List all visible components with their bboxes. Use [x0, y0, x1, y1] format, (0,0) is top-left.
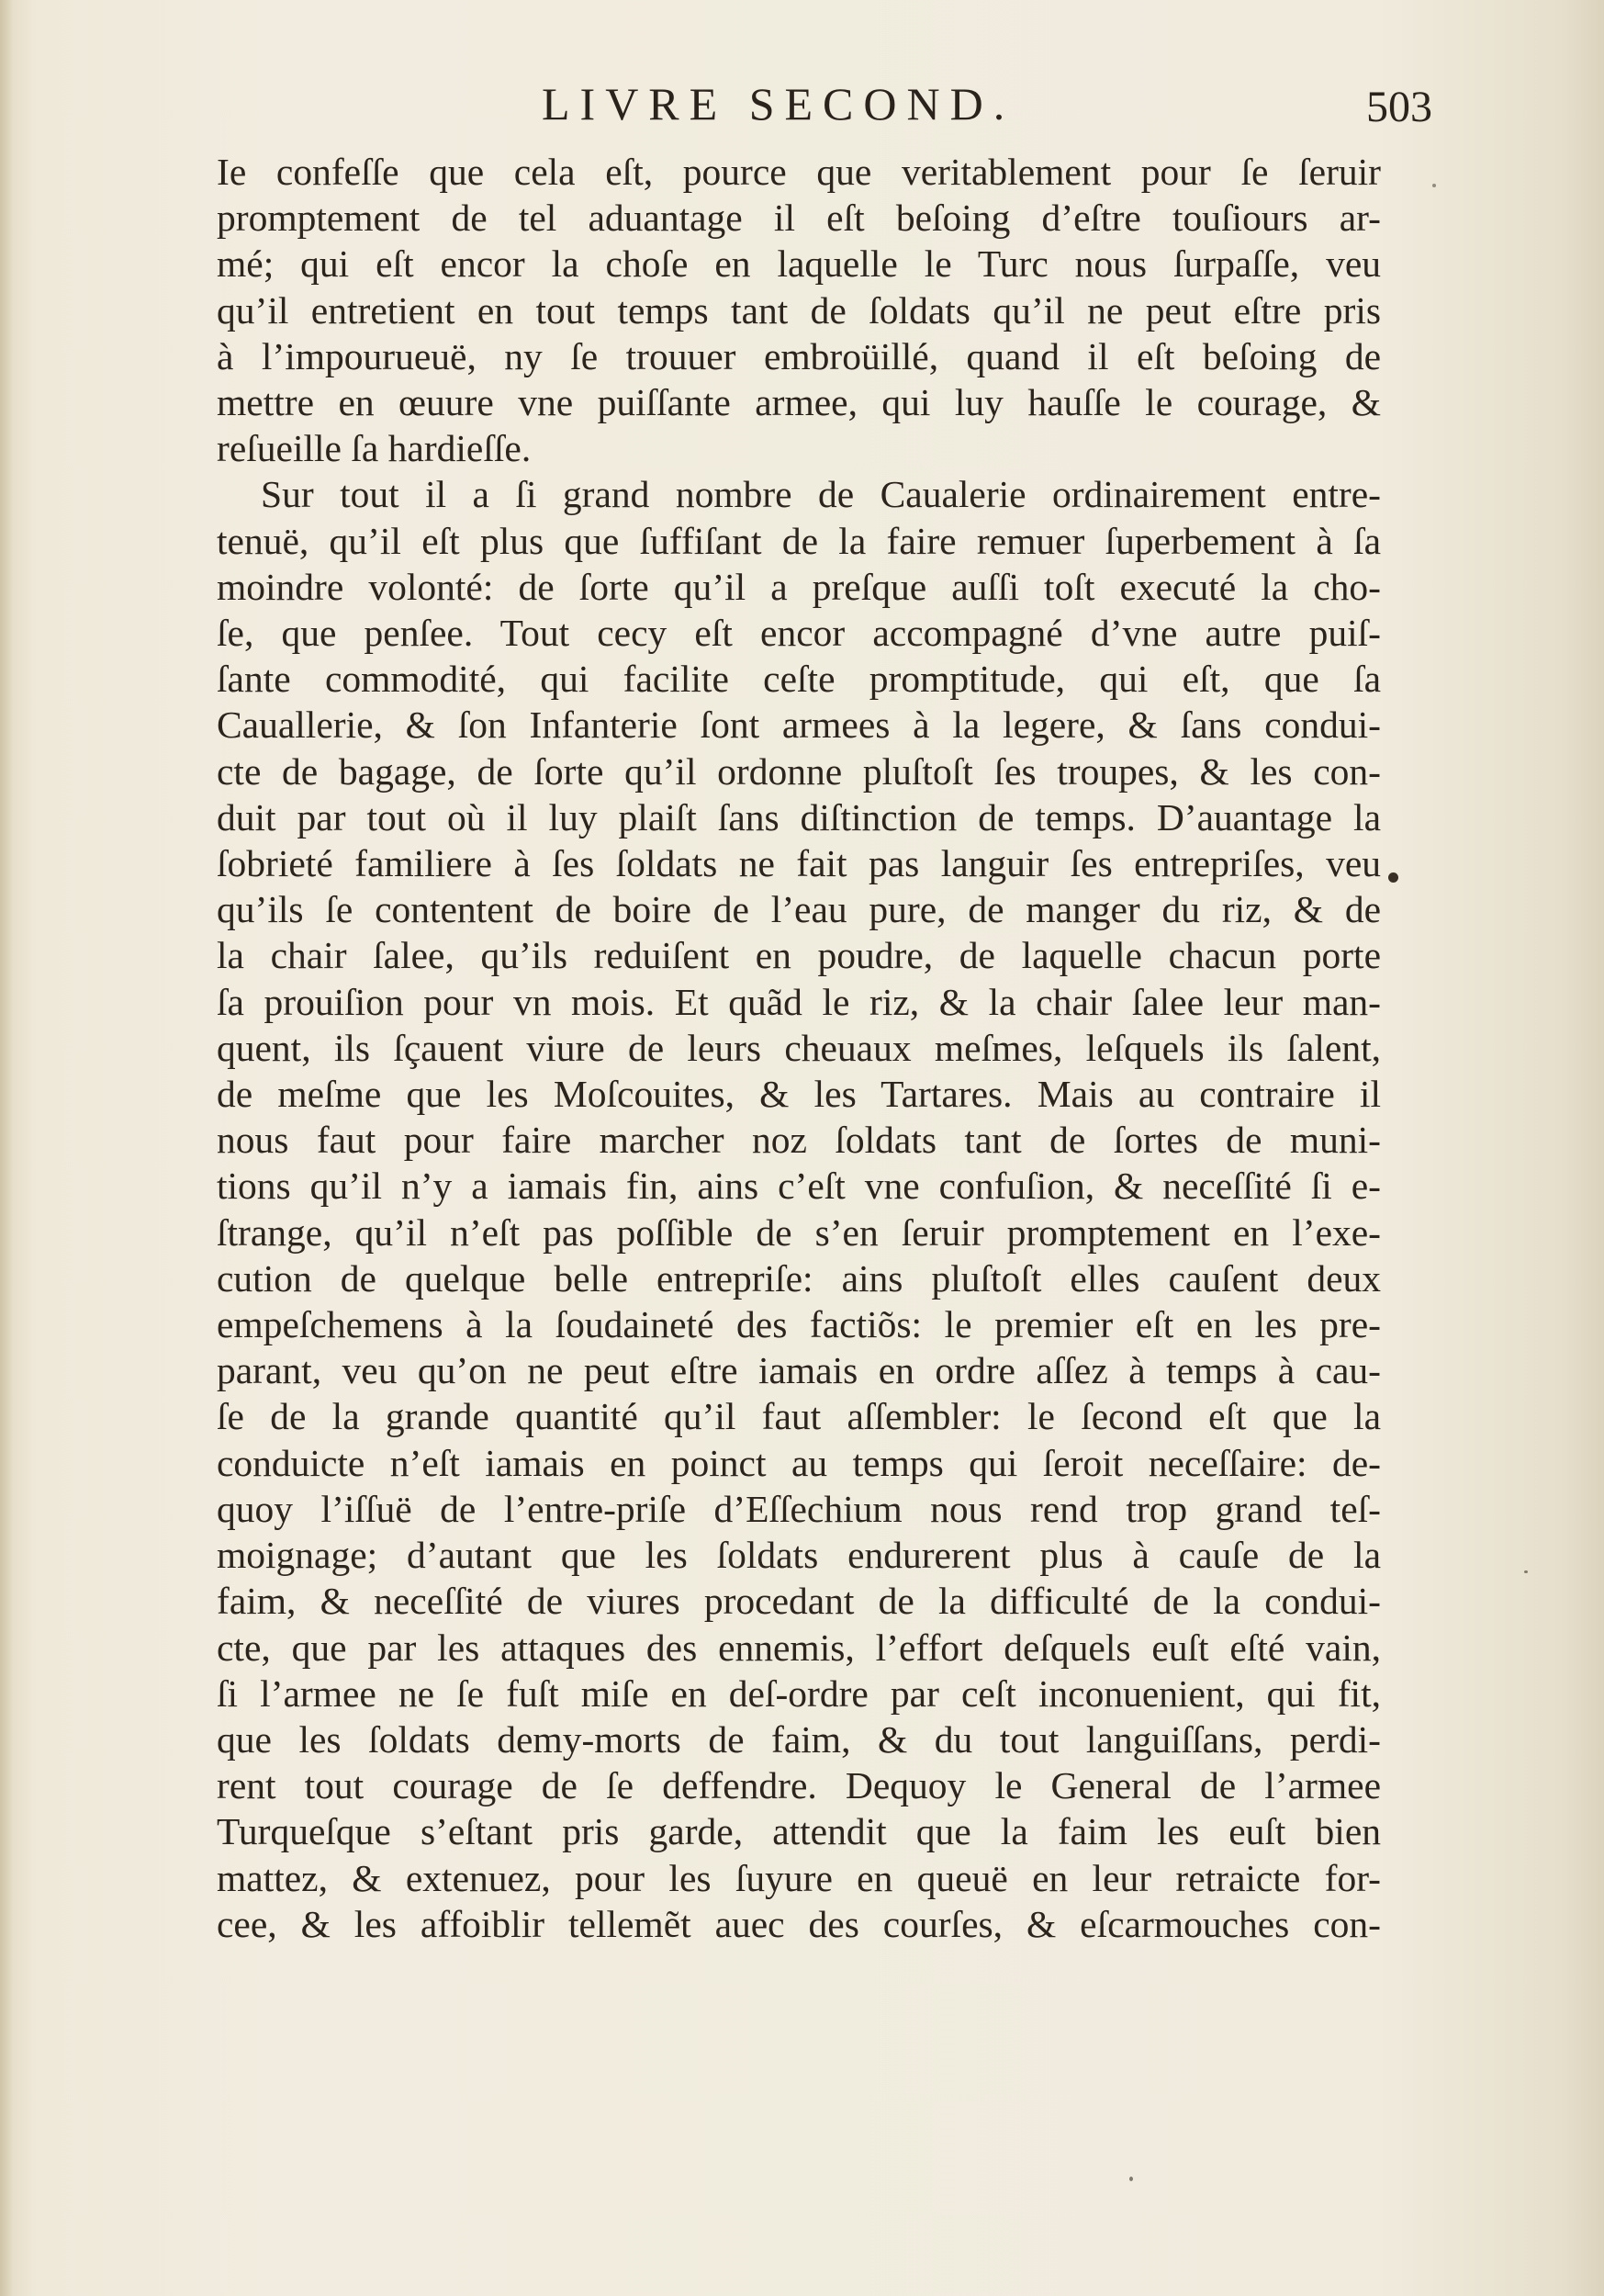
text-line: cution de quelque belle entrepriſe: ains pluſtoſt elles cauſent deux	[217, 1256, 1381, 1300]
text-line: ſi l’armee ne ſe fuſt miſe en deſ-ordre par ceſt inconuenient, qui fit,	[217, 1671, 1381, 1715]
text-line: cte, que par les attaques des ennemis, l’effort deſquels euſt eſté vain,	[217, 1626, 1381, 1669]
text-line: ſtrange, qu’il n’eſt pas poſſible de s’en ſeruir promptement en l’exe-	[217, 1210, 1381, 1254]
running-title: LIVRE SECOND.	[542, 78, 1015, 129]
text-line: Turqueſque s’eſtant pris garde, attendit que la faim les euſt bien	[217, 1810, 1381, 1853]
text-line: ſobrieté familiere à ſes ſoldats ne fait pas languir ſes entrepriſes, veu	[217, 842, 1381, 885]
text-line: mattez, & extenuez, pour les ſuyure en queuë en leur retraicte for-	[217, 1856, 1381, 1899]
text-line: la chair ſalee, qu’ils reduiſent en poudre, de laquelle chacun porte	[217, 934, 1381, 977]
text-line: Sur tout il a ſi grand nombre de Caualerie ordinairement entre-	[261, 473, 1381, 516]
text-line: reſueille ſa hardieſſe.	[217, 427, 532, 470]
text-line: Cauallerie, & ſon Infanterie ſont armees à la legere, & ſans condui-	[217, 703, 1381, 747]
paragraph-1	[217, 149, 1381, 471]
text-line: à l’impourueuë, ny ſe trouuer embroüillé, quand il eſt beſoing de	[217, 334, 1381, 377]
text-line: que les ſoldats demy-morts de faim, & du tout languiſſans, perdi-	[217, 1717, 1381, 1761]
text-line: quent, ils ſçauent viure de leurs cheuaux meſmes, leſquels ils ſalent,	[217, 1026, 1381, 1069]
text-line: cee, & les affoiblir tellemẽt auec des courſes, & eſcarmouches con-	[217, 1902, 1381, 1945]
text-line: ſe, que penſee. Tout cecy eſt encor accompagné d’vne autre puiſ-	[217, 612, 1381, 655]
text-line: duit par tout où il luy plaiſt ſans diſtinction de temps. D’auantage la	[217, 795, 1381, 838]
page-number: 503	[1366, 83, 1432, 131]
text-line: qu’ils ſe contentent de boire de l’eau pure, de manger du riz, & de	[217, 888, 1381, 931]
body-text	[217, 149, 1381, 1947]
text-line: tions qu’il n’y a iamais fin, ains c’eſt vne confuſion, & neceſſité ſi e-	[217, 1165, 1381, 1208]
page-gutter-shadow	[0, 0, 13, 2296]
paragraph-2	[217, 471, 1381, 1947]
text-line: promptement de tel aduantage il eſt beſoing d’eſtre touſiours ar-	[217, 197, 1381, 240]
text-line: Ie confeſſe que cela eſt, pource que veritablement pour ſe ſeruir	[217, 151, 1381, 193]
text-line: tenuë, qu’il eſt plus que ſuffiſant de la faire remuer ſuperbement à ſa	[217, 519, 1381, 562]
text-line: de meſme que les Moſcouites, & les Tartares. Mais au contraire il	[217, 1073, 1381, 1116]
text-line: ſante commodité, qui facilite ceſte promptitude, qui eſt, que ſa	[217, 658, 1381, 701]
text-line: nous faut pour faire marcher noz ſoldats tant de ſortes de muni-	[217, 1119, 1381, 1162]
ink-spot	[1524, 1570, 1528, 1573]
text-line: faim, & neceſſité de viures procedant de la difficulté de la condui-	[217, 1580, 1381, 1623]
text-line: conduicte n’eſt iamais en poinct au temps qui ſeroit neceſſaire: de-	[217, 1441, 1381, 1484]
text-line: rent tout courage de ſe deffendre. Dequoy le General de l’armee	[217, 1764, 1381, 1807]
text-line: mé; qui eſt encor la choſe en laquelle le Turc nous ſurpaſſe, veu	[217, 242, 1381, 286]
text-line: ſa prouiſion pour vn mois. Et quãd le riz, & la chair ſalee leur man-	[217, 980, 1381, 1023]
page-header	[211, 72, 1432, 136]
ink-spot	[1129, 2177, 1133, 2181]
text-line: empeſchemens à la ſoudaineté des factiõs: le premier eſt en les pre-	[217, 1303, 1381, 1346]
ink-spot	[1432, 184, 1436, 187]
text-line: parant, veu qu’on ne peut eſtre iamais en ordre aſſez à temps à cau-	[217, 1349, 1381, 1392]
text-line: ſe de la grande quantité qu’il faut aſſembler: le ſecond eſt que la	[217, 1395, 1381, 1438]
text-line: cte de bagage, de ſorte qu’il ordonne pluſtoſt ſes troupes, & les con-	[217, 749, 1381, 793]
text-line: moignage; d’autant que les ſoldats endurerent plus à cauſe de la	[217, 1534, 1381, 1577]
text-line: mettre en œuure vne puiſſante armee, qui luy hauſſe le courage, &	[217, 381, 1381, 424]
text-line: quoy l’iſſuë de l’entre-priſe d’Eſſechium nous rend trop grand teſ-	[217, 1487, 1381, 1530]
text-line: moindre volonté: de ſorte qu’il a preſque auſſi toſt executé la cho-	[217, 565, 1381, 608]
ink-spot	[1388, 872, 1398, 883]
text-line: qu’il entretient en tout temps tant de ſoldats qu’il ne peut eſtre pris	[217, 288, 1381, 332]
